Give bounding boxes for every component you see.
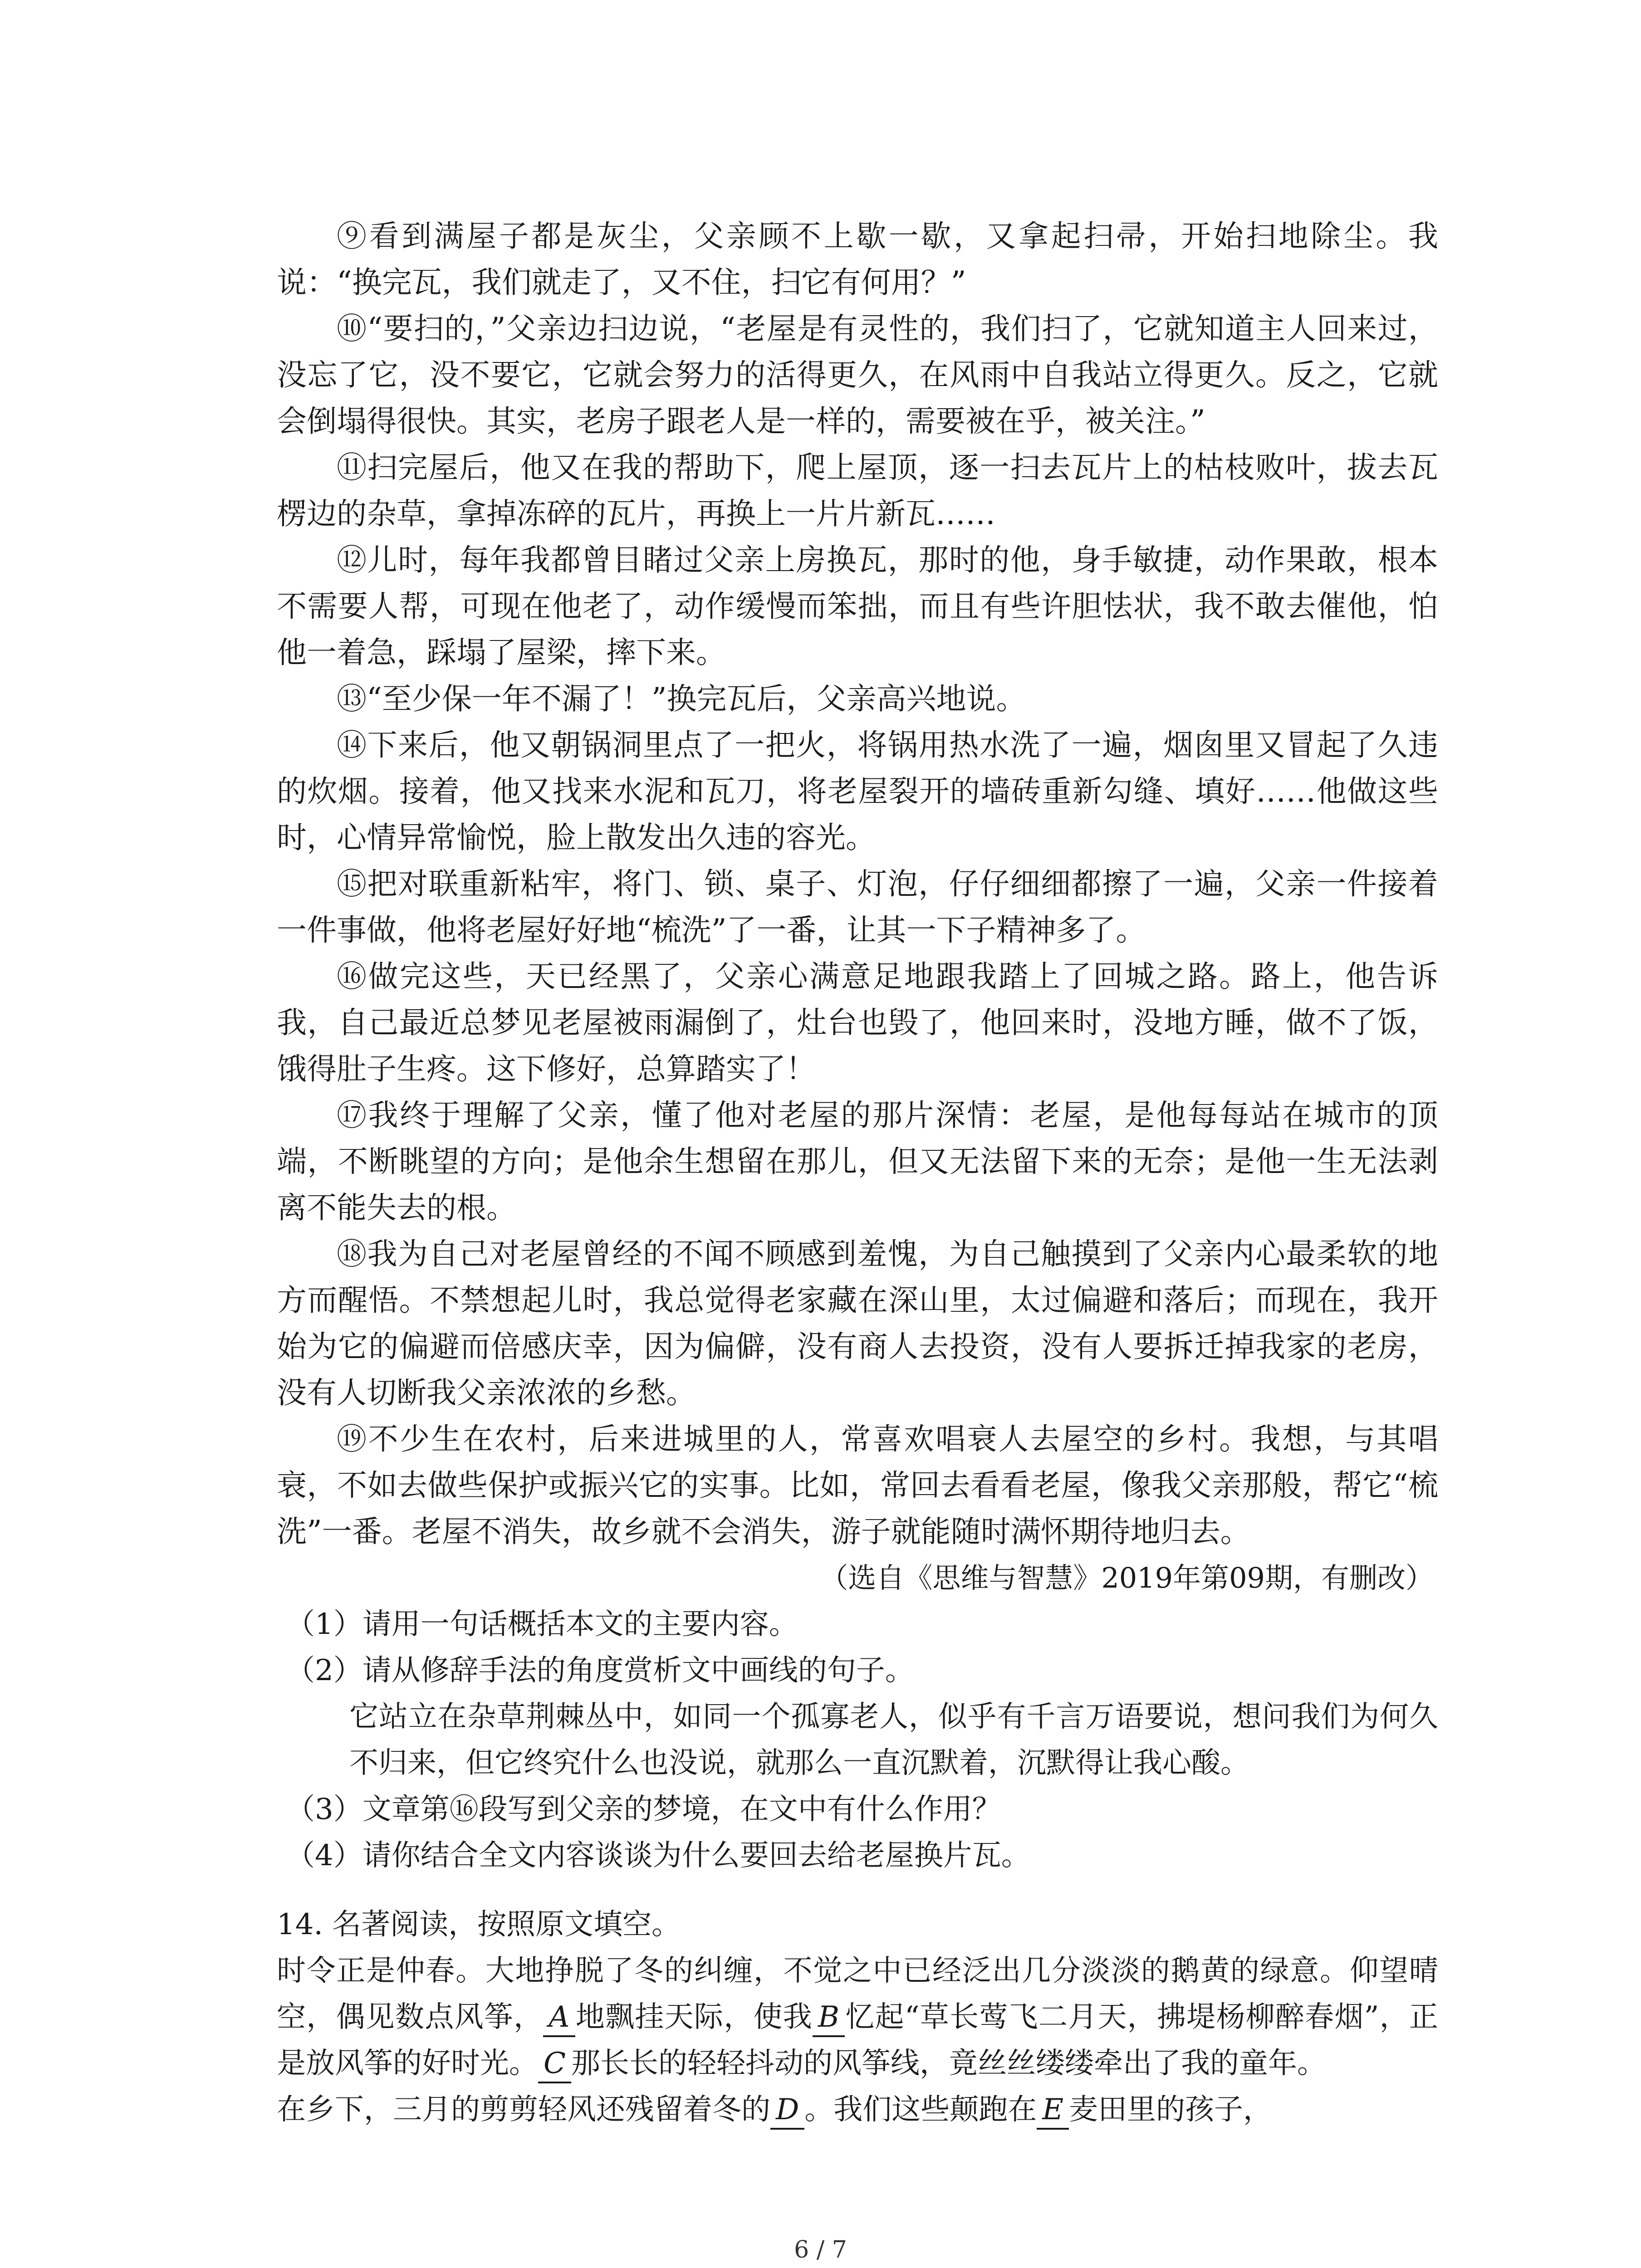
paragraph-14: ⑭下来后，他又朝锅洞里点了一把火，将锅用热水洗了一遍，烟囱里又冒起了久违的炊烟。接着，他又找来水泥和瓦刀，将老屋裂开的墙砖重新勾缝、填好……他做这些时，心情异常愉悦，脸上散发出久违的容光。 (277, 728, 1438, 855)
reading-passage (277, 213, 1438, 1601)
text-segment: 地飘挂天际，使我 (575, 2000, 813, 2034)
question-4: （4）请你结合全文内容谈谈为什么要回去给老屋换片瓦。 (286, 1839, 1030, 1872)
question-1: （1）请用一句话概括本文的主要内容。 (286, 1608, 798, 1641)
paragraph-10: ⑩“要扫的，”父亲边扫边说，“老屋是有灵性的，我们扫了，它就知道主人回来过，没忘了它，没不要它，它就会努力的活得更久，在风雨中自我站立得更久。反之，它就会倒塌得很快。其实，老房子跟老人是一样的，需要被在乎，被关注。” (277, 311, 1438, 439)
blank-b: B (813, 1999, 845, 2037)
question-2-quote: 它站立在杂草荆棘丛中，如同一个孤寡老人，似乎有千言万语要说，想问我们为何久不归来，但它终究什么也没说，就那么一直沉默着，沉默得让我心酸。 (349, 1700, 1438, 1780)
blank-d: D (770, 2092, 804, 2130)
section-14-paragraph-2 (277, 2087, 1438, 2133)
blank-e: E (1037, 2092, 1069, 2130)
question-2: （2）请从修辞手法的角度赏析文中画线的句子。 (286, 1654, 914, 1687)
page-number: 6 / 7 (794, 2236, 847, 2263)
text-segment: 时令正是仲春。大地挣脱了冬的纠缠，不觉之中已经泛出几分淡淡的鹅黄的绿意。仰望晴空，偶见数点风筝， (277, 1954, 1438, 2034)
text-segment: 忆起“草长莺飞二月天，拂堤杨柳醉春烟”，正是放风筝的好时光。 (277, 2000, 1439, 2080)
section-14-paragraph-1 (277, 1948, 1438, 2087)
text-segment: 在乡下，三月的剪剪轻风还残留着冬的 (277, 2093, 770, 2126)
text-segment: 麦田里的孩子， (1069, 2093, 1273, 2126)
paragraph-13: ⑬“至少保一年不漏了！”换完瓦后，父亲高兴地说。 (337, 681, 1026, 716)
paragraph-18: ⑱我为自己对老屋曾经的不闻不顾感到羞愧，为自己触摸到了父亲内心最柔软的地方而醒悟。不禁想起儿时，我总觉得老家藏在深山里，太过偏避和落后；而现在，我开始为它的偏避而倍感庆幸，因为偏僻，没有商人去投资，没有人要拆迁掉我家的老房，没有人切断我父亲浓浓的乡愁。 (277, 1237, 1438, 1410)
paragraph-17: ⑰我终于理解了父亲，懂了他对老屋的那片深情：老屋，是他每每站在城市的顶端，不断眺望的方向；是他余生想留在那儿，但又无法留下来的无奈；是他一生无法剥离不能失去的根。 (277, 1098, 1438, 1225)
section-14-title: 14. 名著阅读，按照原文填空。 (277, 1908, 681, 1941)
text-segment: 那长长的轻轻抖动的风筝线，竟丝丝缕缕牵出了我的童年。 (571, 2047, 1326, 2080)
paragraph-9: ⑨看到满屋子都是灰尘，父亲顾不上歇一歇，又拿起扫帚，开始扫地除尘。我说：“换完瓦，我们就走了，又不住，扫它有何用？” (277, 219, 1438, 300)
paragraph-15: ⑮把对联重新粘牢，将门、锁、桌子、灯泡，仔仔细细都擦了一遍，父亲一件接着一件事做，他将老屋好好地“梳洗”了一番，让其一下子精神多了。 (277, 866, 1438, 948)
source-citation: （选自《思维与智慧》2019年第09期，有删改） (820, 1561, 1434, 1594)
page-content (277, 213, 1438, 2133)
question-3: （3）文章第⑯段写到父亲的梦境，在文中有什么作用？ (286, 1793, 1001, 1826)
paragraph-11: ⑪扫完屋后，他又在我的帮助下，爬上屋顶，逐一扫去瓦片上的枯枝败叶，拔去瓦楞边的杂草，拿掉冻碎的瓦片，再换上一片片新瓦…… (277, 450, 1438, 531)
question-list (277, 1601, 1438, 1879)
paragraph-19: ⑲不少生在农村，后来进城里的人，常喜欢唱衰人去屋空的乡村。我想，与其唱衰，不如去做些保护或振兴它的实事。比如，常回去看看老屋，像我父亲那般，帮它“梳洗”一番。老屋不消失，故乡就不会消失，游子就能随时满怀期待地归去。 (277, 1422, 1438, 1549)
blank-c: C (538, 2045, 571, 2083)
paragraph-16: ⑯做完这些，天已经黑了，父亲心满意足地跟我踏上了回城之路。路上，他告诉我，自己最近总梦见老屋被雨漏倒了，灶台也毁了，他回来时，没地方睡，做不了饭，饿得肚子生疼。这下修好，总算踏实了！ (277, 959, 1438, 1086)
text-segment: 。我们这些颠跑在 (804, 2093, 1037, 2126)
paragraph-12: ⑫儿时，每年我都曾目睹过父亲上房换瓦，那时的他，身手敏捷，动作果敢，根本不需要人帮，可现在他老了，动作缓慢而笨拙，而且有些许胆怯状，我不敢去催他，怕他一着急，踩塌了屋梁，摔下来。 (277, 543, 1438, 670)
blank-a: A (543, 1999, 575, 2037)
section-14 (277, 1901, 1438, 2133)
